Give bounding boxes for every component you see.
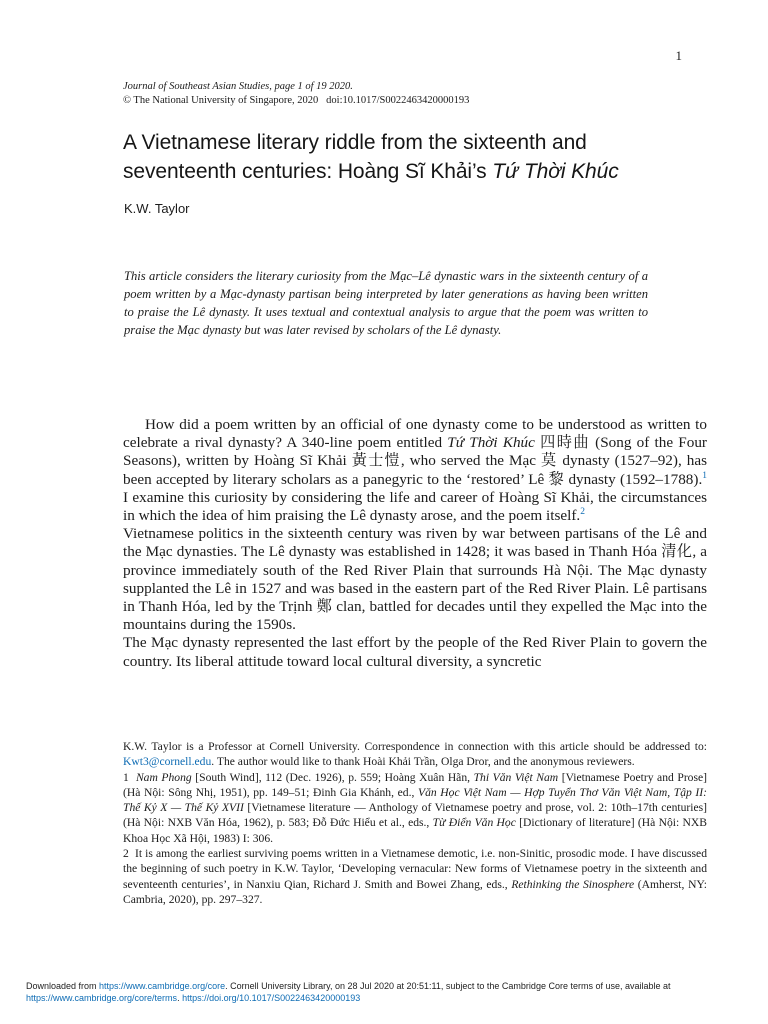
fn1-italic-c: Thi Văn Việt Nam <box>473 770 559 784</box>
affiliation-text-b: . The author would like to thank Hoài Khải Trần, Olga Dror, and the anonymous reviewers. <box>211 755 635 769</box>
footnote-ref-1[interactable]: 1 <box>702 470 707 481</box>
fn2-italic-b: Rethinking the Sinosphere <box>511 877 635 891</box>
doi-link[interactable]: https://doi.org/10.1017/S0022463420000193 <box>182 993 361 1003</box>
p1-poem-title: Tứ Thời Khúc <box>447 434 535 452</box>
fn1-italic-g: Từ Điển Văn Học <box>432 816 516 830</box>
journal-citation: Journal of Southeast Asian Studies, page 1 of 19 2020. <box>123 81 353 92</box>
author-name: K.W. Taylor <box>124 201 190 216</box>
article-body <box>123 416 707 671</box>
fn1-text-f: [Vietnamese literature — Anthology of Vietnamese poetry and prose, vol. 2: 10th–17th centuries] (Hà Nội: NXB Văn Hóa, 1962), p. 583; Đỗ Đức Hiểu et al., eds., <box>123 801 707 830</box>
title-line-1: A Vietnamese literary riddle from the sixteenth and <box>123 131 587 154</box>
paragraph-3 <box>123 634 707 670</box>
copyright-line <box>123 94 683 108</box>
fn1-text-d: [Vietnamese Poetry and Prose] (Hà Nội: Sông Nhị, 1951), pp. 149–51; Đinh Gia Khánh, ed., <box>123 770 707 799</box>
affiliation-text-a: K.W. Taylor is a Professor at Cornell University. Correspondence in connection with this article should be addressed to: <box>123 740 707 753</box>
terms-link[interactable]: https://www.cambridge.org/core/terms <box>26 993 178 1003</box>
journal-header <box>123 80 683 108</box>
paragraph-1 <box>123 416 707 525</box>
paragraph-2 <box>123 525 707 634</box>
download-middle: . Cornell University Library, on 28 Jul 2020 at 20:51:11, subject to the Cambridge Core terms of use, available at <box>225 981 671 991</box>
author-affiliation <box>123 739 707 770</box>
fn2-text-c: (Amherst, NY: Cambria, 2020), pp. 297–327. <box>123 877 707 906</box>
footnotes <box>123 739 707 907</box>
fn1-italic-a: Nam Phong <box>135 770 192 784</box>
fn1-italic-e: Văn Học Việt Nam — Hợp Tuyển Thơ Văn Việt Nam, Tập II: Thế Kỷ X — Thế Kỷ XVII <box>123 785 707 815</box>
p1-text-c: I examine this curiosity by considering the life and career of Hoàng Sĩ Khải, the circumstances in which the idea of him praising the Lê dynasty arose, and the poem itself. <box>123 488 707 525</box>
fn1-text-h: [Dictionary of literature] (Hà Nội: NXB Khoa Học Xã Hội, 1983) I: 306. <box>123 816 707 845</box>
title-line-2-italic: Tứ Thời Khúc <box>492 160 619 183</box>
p1-text-a: How did a poem written by an official of one dynasty come to be understood as written to celebrate a rival dynasty? A 340-line poem entitled <box>123 416 707 452</box>
download-notice <box>26 980 746 1004</box>
footnote-ref-2[interactable]: 2 <box>580 506 585 517</box>
footnote-2-number: 2 <box>123 847 129 861</box>
article-title <box>123 128 703 186</box>
title-line-2-plain: seventeenth centuries: Hoàng Sĩ Khải’s <box>123 160 493 183</box>
fn1-text-b: [South Wind], 112 (Dec. 1926), p. 559; Hoàng Xuân Hãn, <box>191 770 474 784</box>
copyright: © The National University of Singapore, 2020 <box>123 95 319 106</box>
footnote-2 <box>123 846 707 907</box>
page-number: 1 <box>675 48 682 63</box>
p3-text: The Mạc dynasty represented the last effort by the people of the Red River Plain to govern the country. Its liberal attitude toward local cultural diversity, a syncretic <box>123 634 707 670</box>
abstract: This article considers the literary curiosity from the Mạc–Lê dynastic wars in the sixteenth century of a poem written by a Mạc-dynasty partisan being interpreted by later generations as having been written to praise the Lê dynasty. It uses textual and contextual analysis to argue that the poem was written to praise the Mạc dynasty but was later revised by scholars of the Lê dynasty. <box>124 269 648 337</box>
footnote-1 <box>123 770 707 846</box>
author-email-link[interactable]: Kwt3@cornell.edu <box>123 755 212 769</box>
download-separator: . <box>177 993 183 1003</box>
cambridge-core-link[interactable]: https://www.cambridge.org/core <box>99 981 226 991</box>
fn2-text-a: It is among the earliest surviving poems written in a Vietnamese demotic, i.e. non-Sinitic, prosodic mode. I have discussed the beginning of such poetry in K.W. Taylor, ‘Developing vernacular: New forms of Vietnamese poetry in the sixteenth and seventeenth centuries’, in Nanxiu Qian, Richard J. Smith and Bowei Zhang, eds., <box>123 847 708 891</box>
p1-text-b: 四時曲 (Song of the Four Seasons), written by Hoàng Sĩ Khải 黃士愷, who served the Mạc 莫 dynasty (1527–92), has been accepted by literary scholars as a panegyric to the ‘restored’ Lê 黎 dynasty (1592–1788). <box>123 434 707 488</box>
doi: doi:10.1017/S0022463420000193 <box>326 95 470 106</box>
download-prefix: Downloaded from <box>26 981 100 991</box>
p2-text: Vietnamese politics in the sixteenth century was riven by war between partisans of the Lê and the Mạc dynasties. The Lê dynasty was established in 1428; it was based in Thanh Hóa 清化, a province immediately south of the Red River Plain that surrounds Hà Nội. The Mạc dynasty supplanted the Lê in 1527 and was based in the eastern part of the Red River Plain. Lê partisans in Thanh Hóa, led by the Trịnh 鄭 clan, battled for decades until they expelled the Mạc into the mountains during the 1590s. <box>123 525 707 634</box>
title-line-2 <box>123 157 703 186</box>
footnote-1-number: 1 <box>123 770 129 784</box>
